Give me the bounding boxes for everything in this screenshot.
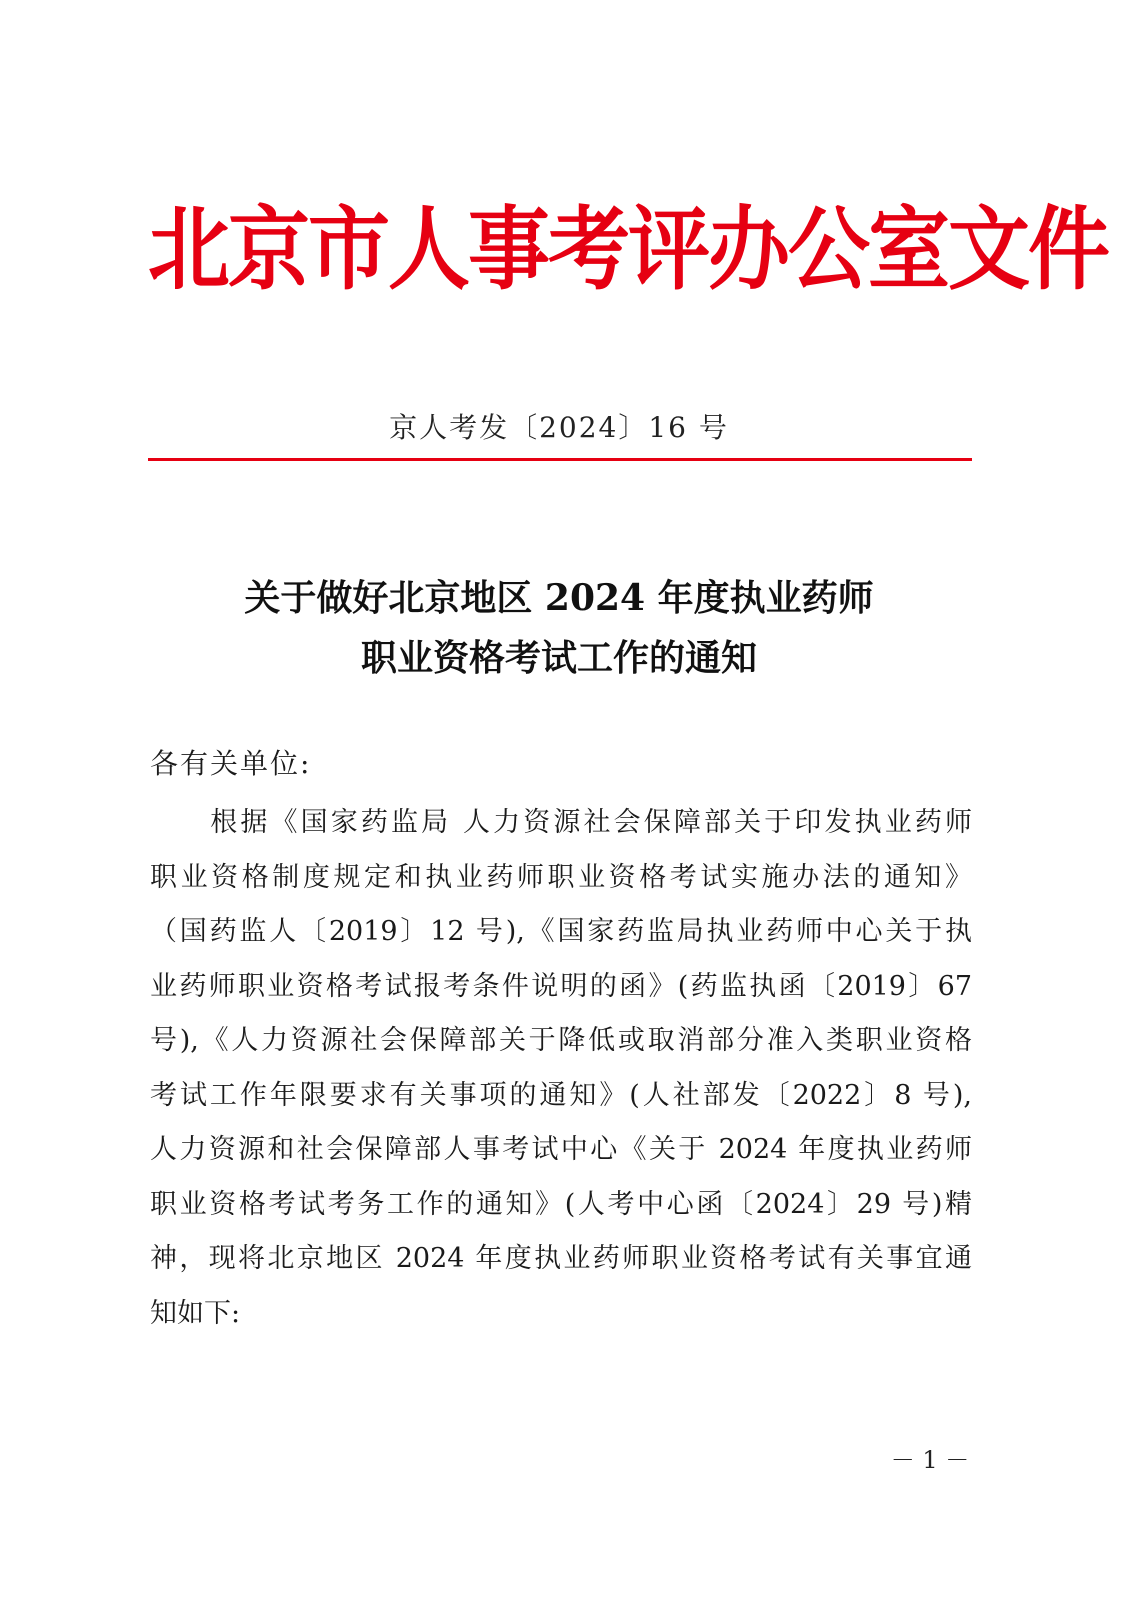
body-line: 人力资源和社会保障部人事考试中心《关于 2024 年度执业药师 — [150, 1134, 972, 1165]
body-line: （国药监人〔2019〕12 号),《国家药监局执业药师中心关于执 — [150, 916, 972, 947]
body-line: 号),《人力资源社会保障部关于降低或取消部分准入类职业资格 — [150, 1025, 972, 1056]
body-line: 神，现将北京地区 2024 年度执业药师职业资格考试有关事宜通 — [150, 1243, 972, 1274]
salutation: 各有关单位: — [150, 747, 312, 780]
notice-title-line-1: 关于做好北京地区 2024 年度执业药师 — [244, 577, 874, 619]
document-number: 京人考发〔2024〕16 号 — [389, 411, 729, 444]
page-number: － 1 － — [890, 1446, 970, 1474]
body-line: 根据《国家药监局 人力资源社会保障部关于印发执业药师 — [150, 807, 972, 838]
body-line: 业药师职业资格考试报考条件说明的函》(药监执函〔2019〕67 — [150, 970, 972, 1002]
notice-title-line-2: 职业资格考试工作的通知 — [360, 637, 757, 679]
notice-title — [148, 568, 970, 688]
red-divider-line — [148, 458, 972, 461]
body-line: 职业资格考试考务工作的通知》(人考中心函〔2024〕29 号)精 — [150, 1188, 972, 1220]
body-line: 知如下: — [150, 1297, 241, 1329]
masthead-title: 北京市人事考评办公室文件 — [148, 198, 1109, 303]
body-line: 考试工作年限要求有关事项的通知》(人社部发〔2022〕8 号), — [150, 1079, 972, 1111]
body-paragraph — [150, 796, 972, 1341]
body-line: 职业资格制度规定和执业药师职业资格考试实施办法的通知》 — [150, 861, 972, 893]
